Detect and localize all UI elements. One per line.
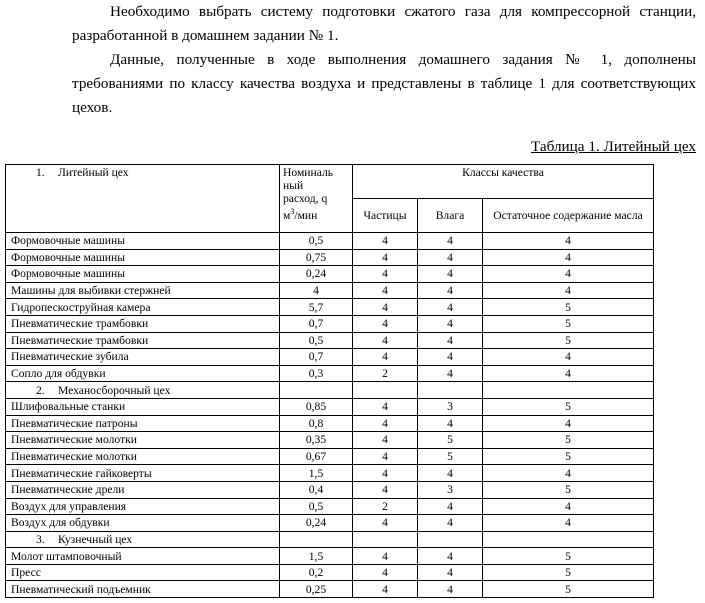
equipment-name: Пневматические трамбовки	[6, 332, 280, 349]
particles-class: 4	[353, 349, 418, 366]
empty-cell	[483, 382, 654, 399]
moisture-class: 4	[418, 365, 483, 382]
nominal-flow: 0,2	[280, 564, 353, 581]
paragraph-task	[72, 0, 696, 48]
table-header-row	[6, 165, 654, 199]
equipment-name: Пресс	[6, 564, 280, 581]
moisture-class: 4	[418, 299, 483, 316]
table-caption: Таблица 1. Литейный цех	[530, 138, 696, 155]
moisture-class: 4	[418, 548, 483, 565]
table-row	[6, 498, 654, 515]
table-row	[6, 315, 654, 332]
section-header-row	[6, 382, 654, 399]
moisture-class: 4	[418, 515, 483, 532]
equipment-name: Гидропескоструйная камера	[6, 299, 280, 316]
nominal-flow: 0,7	[280, 349, 353, 366]
flow-header-line3: расход, q	[283, 192, 328, 205]
moisture-class: 4	[418, 332, 483, 349]
nominal-flow: 0,5	[280, 498, 353, 515]
equipment-name: Пневматические дрели	[6, 481, 280, 498]
nominal-flow: 0,67	[280, 448, 353, 465]
moisture-class: 5	[418, 432, 483, 449]
flow-unit-rest: /мин	[294, 208, 318, 222]
empty-cell	[418, 382, 483, 399]
table-row	[6, 564, 654, 581]
oil-class: 5	[483, 481, 654, 498]
equipment-name: Воздух для обдувки	[6, 515, 280, 532]
oil-class: 4	[483, 349, 654, 366]
section-number: 1.	[36, 166, 45, 179]
nominal-flow: 0,35	[280, 432, 353, 449]
header-section-title	[6, 165, 280, 233]
moisture-class: 4	[418, 465, 483, 482]
particles-class: 4	[353, 564, 418, 581]
particles-class: 4	[353, 266, 418, 283]
section-name: Механосборочный цех	[58, 383, 171, 397]
table-row	[6, 548, 654, 565]
empty-cell	[353, 531, 418, 548]
oil-class: 5	[483, 299, 654, 316]
equipment-name: Воздух для управления	[6, 498, 280, 515]
table-row	[6, 266, 654, 283]
oil-class: 4	[483, 515, 654, 532]
particles-class: 4	[353, 332, 418, 349]
nominal-flow: 0,85	[280, 398, 353, 415]
equipment-name: Молот штамповочный	[6, 548, 280, 565]
table-row	[6, 233, 654, 250]
particles-class: 4	[353, 448, 418, 465]
table-row	[6, 581, 654, 598]
equipment-name: Сопло для обдувки	[6, 365, 280, 382]
empty-cell	[418, 531, 483, 548]
oil-class: 4	[483, 415, 654, 432]
flow-header-line1: Номиналь	[283, 166, 334, 179]
flow-unit: м	[283, 208, 291, 222]
equipment-name: Пневматические трамбовки	[6, 315, 280, 332]
flow-unit-superscript: 3	[290, 207, 295, 216]
nominal-flow: 0,25	[280, 581, 353, 598]
moisture-class: 3	[418, 398, 483, 415]
table-row	[6, 332, 654, 349]
flow-header-line2: ный	[283, 179, 304, 192]
nominal-flow: 0,75	[280, 249, 353, 266]
oil-class: 4	[483, 249, 654, 266]
table-row	[6, 415, 654, 432]
moisture-class: 3	[418, 481, 483, 498]
nominal-flow: 0,7	[280, 315, 353, 332]
moisture-class: 4	[418, 581, 483, 598]
nominal-flow: 0,5	[280, 233, 353, 250]
table-row	[6, 481, 654, 498]
particles-class: 4	[353, 233, 418, 250]
oil-class: 5	[483, 448, 654, 465]
section-number: 2.	[36, 383, 45, 397]
moisture-class: 4	[418, 282, 483, 299]
section-header-row	[6, 531, 654, 548]
moisture-class: 4	[418, 498, 483, 515]
header-nominal-flow	[280, 165, 353, 233]
nominal-flow: 0,24	[280, 266, 353, 283]
equipment-name: Машины для выбивки стержней	[6, 282, 280, 299]
equipment-name: Формовочные машины	[6, 233, 280, 250]
oil-class: 4	[483, 233, 654, 250]
particles-class: 4	[353, 581, 418, 598]
moisture-class: 4	[418, 564, 483, 581]
table-row	[6, 249, 654, 266]
table-row	[6, 398, 654, 415]
air-quality-table	[5, 164, 654, 598]
oil-class: 5	[483, 332, 654, 349]
nominal-flow: 5,7	[280, 299, 353, 316]
particles-class: 4	[353, 515, 418, 532]
oil-class: 5	[483, 315, 654, 332]
oil-class: 5	[483, 398, 654, 415]
table-row	[6, 465, 654, 482]
table-row	[6, 448, 654, 465]
equipment-name: Формовочные машины	[6, 249, 280, 266]
equipment-name: Пневматические молотки	[6, 432, 280, 449]
nominal-flow: 0,4	[280, 481, 353, 498]
nominal-flow: 1,5	[280, 465, 353, 482]
oil-class: 4	[483, 465, 654, 482]
particles-class: 4	[353, 299, 418, 316]
particles-class: 2	[353, 498, 418, 515]
oil-class: 4	[483, 365, 654, 382]
paragraph-data-text: Данные, полученные в ходе выполнения домашнего задания № 1, дополнены требованиями по классу качества воздуха и представлены в таблице 1 для соответствующих цехов.	[72, 51, 696, 116]
moisture-class: 4	[418, 266, 483, 283]
moisture-class: 4	[418, 415, 483, 432]
nominal-flow: 4	[280, 282, 353, 299]
oil-class: 5	[483, 581, 654, 598]
particles-class: 4	[353, 282, 418, 299]
equipment-name: Шлифовальные станки	[6, 398, 280, 415]
header-quality-classes: Классы качества	[353, 165, 654, 199]
nominal-flow: 0,8	[280, 415, 353, 432]
header-oil: Остаточное содержание масла	[483, 199, 654, 233]
empty-cell	[280, 531, 353, 548]
particles-class: 4	[353, 315, 418, 332]
particles-class: 4	[353, 398, 418, 415]
equipment-name: Пневматический подъемник	[6, 581, 280, 598]
table-row	[6, 432, 654, 449]
nominal-flow: 0,24	[280, 515, 353, 532]
particles-class: 4	[353, 432, 418, 449]
moisture-class: 4	[418, 249, 483, 266]
oil-class: 5	[483, 432, 654, 449]
equipment-name: Формовочные машины	[6, 266, 280, 283]
particles-class: 4	[353, 548, 418, 565]
particles-class: 4	[353, 481, 418, 498]
oil-class: 5	[483, 564, 654, 581]
header-moisture: Влага	[418, 199, 483, 233]
nominal-flow: 0,3	[280, 365, 353, 382]
paragraph-task-text: Необходимо выбрать систему подготовки сжатого газа для компрессорной станции, разработанной в домашнем задании № 1.	[72, 3, 696, 44]
header-particles: Частицы	[353, 199, 418, 233]
particles-class: 4	[353, 249, 418, 266]
oil-class: 4	[483, 282, 654, 299]
table-row	[6, 299, 654, 316]
equipment-name: Пневматические молотки	[6, 448, 280, 465]
nominal-flow: 0,5	[280, 332, 353, 349]
moisture-class: 4	[418, 349, 483, 366]
oil-class: 4	[483, 498, 654, 515]
section-title	[6, 382, 280, 399]
table-row	[6, 282, 654, 299]
moisture-class: 4	[418, 233, 483, 250]
section-title	[6, 531, 280, 548]
section-number: 3.	[36, 532, 45, 546]
paragraph-data-description	[72, 48, 696, 120]
section-name: Литейный цех	[58, 166, 129, 179]
table-row	[6, 349, 654, 366]
empty-cell	[353, 382, 418, 399]
oil-class: 5	[483, 548, 654, 565]
equipment-name: Пневматические зубила	[6, 349, 280, 366]
table-row	[6, 365, 654, 382]
oil-class: 4	[483, 266, 654, 283]
particles-class: 2	[353, 365, 418, 382]
particles-class: 4	[353, 465, 418, 482]
table-row	[6, 515, 654, 532]
section-name: Кузнечный цех	[58, 532, 133, 546]
nominal-flow: 1,5	[280, 548, 353, 565]
empty-cell	[280, 382, 353, 399]
equipment-name: Пневматические патроны	[6, 415, 280, 432]
empty-cell	[483, 531, 654, 548]
moisture-class: 4	[418, 315, 483, 332]
moisture-class: 5	[418, 448, 483, 465]
equipment-name: Пневматические гайковерты	[6, 465, 280, 482]
particles-class: 4	[353, 415, 418, 432]
